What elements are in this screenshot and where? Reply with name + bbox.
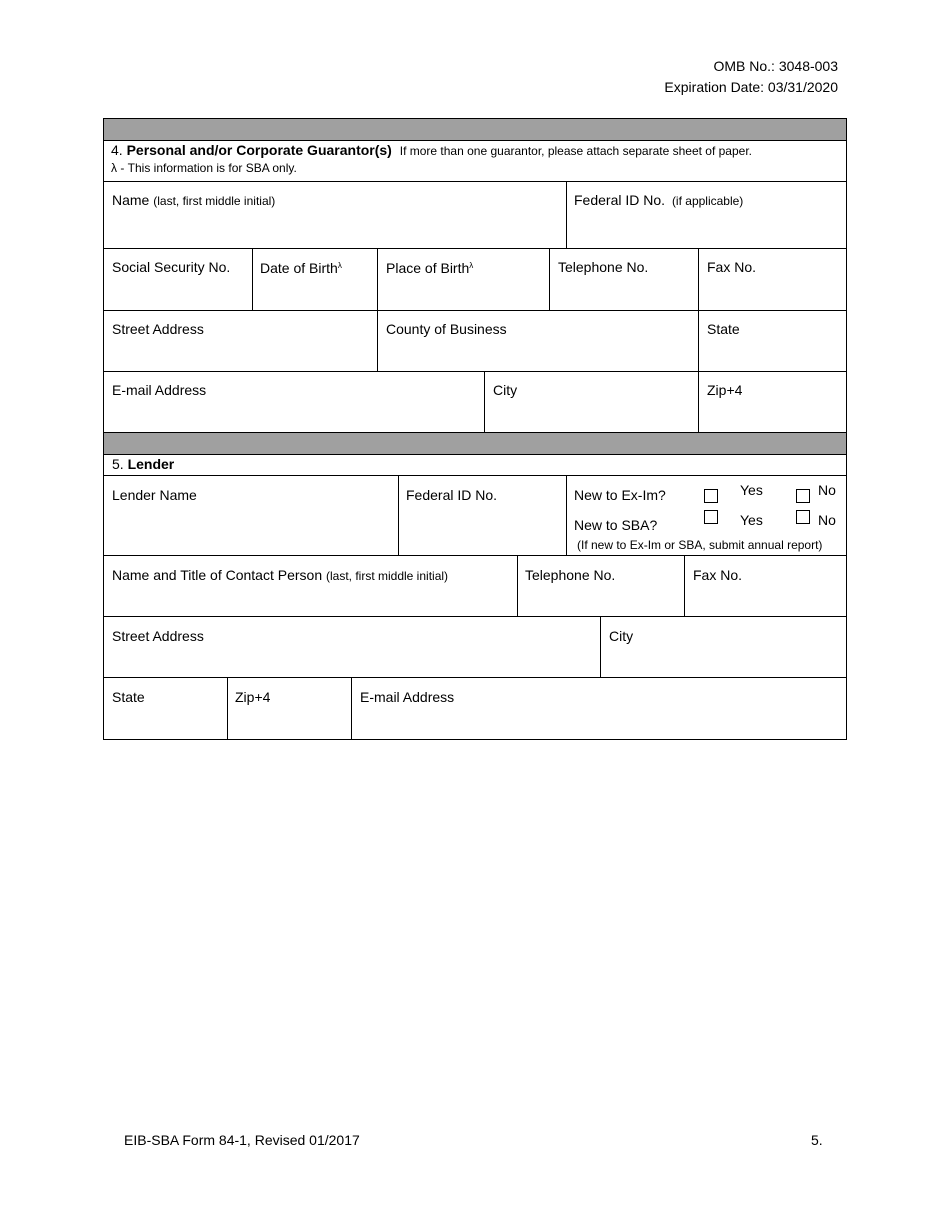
street-label: Street Address (112, 321, 204, 337)
guarantor-fax-field[interactable] (698, 248, 847, 311)
lender-zip-label: Zip+4 (235, 689, 271, 705)
sba-yes-checkbox[interactable] (704, 510, 718, 524)
lender-street-label: Street Address (112, 628, 204, 644)
lender-name-label: Lender Name (112, 487, 197, 503)
contact-person-label: Name and Title of Contact Person (last, first middle initial) (112, 567, 449, 583)
exim-yes-checkbox[interactable] (704, 489, 718, 503)
section4-title: 4. Personal and/or Corporate Guarantor(s) If more than one guarantor, please attach separate sheet of paper. (111, 142, 752, 158)
omb-number: OMB No.: 3048-003 (713, 58, 838, 74)
lender-fax-field[interactable] (684, 555, 847, 617)
guarantor-dob-field[interactable] (252, 248, 378, 311)
lender-state-field[interactable] (103, 677, 228, 740)
expiration-date: Expiration Date: 03/31/2020 (664, 79, 838, 95)
lender-street-field[interactable] (103, 616, 601, 678)
sba-yes-label: Yes (740, 512, 763, 528)
guarantor-ssn-field[interactable] (103, 248, 253, 311)
lambda-mark: λ (469, 261, 474, 270)
exim-no-checkbox[interactable] (796, 489, 810, 503)
exim-yes-label: Yes (740, 482, 763, 498)
zip-label: Zip+4 (707, 382, 743, 398)
guarantor-street-field[interactable] (103, 310, 378, 372)
page-number: 5. (811, 1132, 823, 1148)
lender-state-label: State (112, 689, 145, 705)
guarantor-county-field[interactable] (377, 310, 699, 372)
lender-zip-field[interactable] (227, 677, 352, 740)
lender-email-field[interactable] (351, 677, 847, 740)
ssn-label: Social Security No. (112, 259, 231, 275)
section5-title: 5. Lender (112, 456, 175, 472)
lender-telephone-field[interactable] (517, 555, 685, 617)
lender-city-label: City (609, 628, 634, 644)
lender-telephone-label: Telephone No. (525, 567, 616, 583)
guarantor-email-field[interactable] (103, 371, 485, 433)
dob-label: Date of Birth$^\lambda$ (260, 260, 342, 276)
sba-no-checkbox[interactable] (796, 510, 810, 524)
guarantor-city-field[interactable] (484, 371, 699, 433)
guarantor-federal-id-label: Federal ID No. (if applicable) (574, 192, 744, 208)
guarantor-state-field[interactable] (698, 310, 847, 372)
guarantor-pob-field[interactable] (377, 248, 550, 311)
lambda-note: λ - This information is for SBA only. (111, 161, 297, 175)
county-label: County of Business (386, 321, 507, 337)
pob-label: Place of Birth$^\lambda$ (386, 260, 474, 276)
section5-title-box (103, 454, 847, 476)
guarantor-zip-field[interactable] (698, 371, 847, 433)
telephone-label: Telephone No. (558, 259, 649, 275)
lender-city-field[interactable] (600, 616, 847, 678)
guarantor-telephone-field[interactable] (549, 248, 699, 311)
lender-email-label: E-mail Address (360, 689, 455, 705)
city-label: City (493, 382, 518, 398)
state-label: State (707, 321, 740, 337)
annual-report-note: (If new to Ex-Im or SBA, submit annual report) (577, 538, 823, 552)
section4-header-bar (103, 118, 847, 141)
lambda-mark: λ (337, 261, 342, 270)
exim-no-label: No (818, 482, 836, 498)
lender-fax-label: Fax No. (693, 567, 743, 583)
contact-person-field[interactable] (103, 555, 518, 617)
sba-no-label: No (818, 512, 836, 528)
email-label: E-mail Address (112, 382, 207, 398)
section5-heading: Lender (127, 456, 175, 472)
section5-header-bar (103, 432, 847, 455)
section4-heading: Personal and/or Corporate Guarantor(s) (126, 142, 392, 158)
form-name: EIB-SBA Form 84-1, Revised 01/2017 (124, 1132, 360, 1148)
new-to-sba-label: New to SBA? (574, 517, 658, 533)
lender-federal-id-label: Federal ID No. (406, 487, 498, 503)
guarantor-name-label: Name (last, first middle initial) (112, 192, 276, 208)
new-to-exim-label: New to Ex-Im? (574, 487, 666, 503)
fax-label: Fax No. (707, 259, 757, 275)
section4-note: If more than one guarantor, please attach separate sheet of paper. (399, 144, 752, 158)
